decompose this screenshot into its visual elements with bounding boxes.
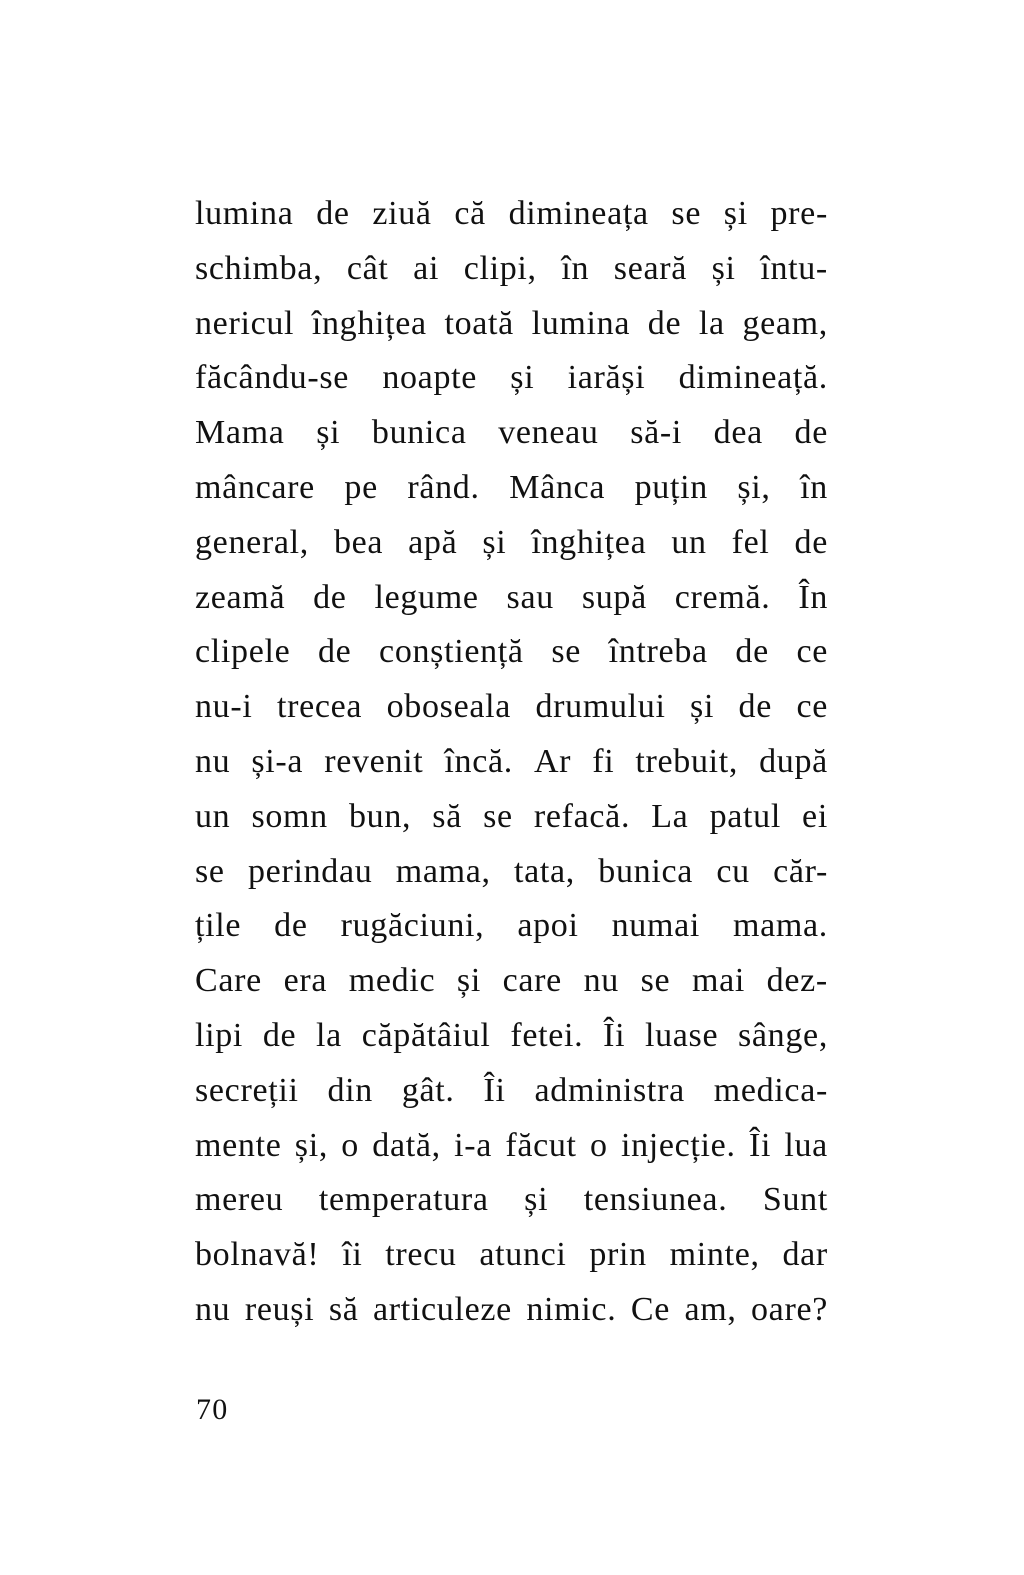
text-line: general, bea apă și înghițea un fel de	[195, 523, 828, 561]
text-line: schimba, cât ai clipi, în seară și întu-	[195, 249, 828, 287]
text-line: Mama și bunica veneau să-i dea de	[195, 414, 828, 452]
text-line: clipele de conștiență se întreba de ce	[195, 633, 828, 671]
text-line: făcându-se noapte și iarăși dimineață.	[195, 359, 828, 397]
text-line: secreții din gât. Îi administra medica-	[195, 1071, 828, 1109]
text-line: mereu temperatura și tensiunea. Sunt	[195, 1181, 828, 1219]
body-text	[195, 187, 828, 1338]
text-line: zeamă de legume sau supă cremă. În	[195, 578, 828, 616]
text-line: bolnavă! îi trecu atunci prin minte, dar	[195, 1236, 828, 1274]
text-line: mente și, o dată, i-a făcut o injecție. Îi lua	[195, 1126, 828, 1164]
text-line: nu-i trecea oboseala drumului și de ce	[195, 688, 828, 726]
text-line: Care era medic și care nu se mai dez-	[195, 962, 828, 1000]
text-line: țile de rugăciuni, apoi numai mama.	[195, 907, 828, 945]
text-line: nu și-a revenit încă. Ar fi trebuit, după	[195, 742, 828, 780]
text-line: un somn bun, să se refacă. La patul ei	[195, 797, 828, 835]
text-line: lumina de ziuă că dimineața se și pre-	[195, 195, 828, 232]
page-number: 70	[196, 1393, 229, 1426]
text-line: se perindau mama, tata, bunica cu căr-	[195, 852, 828, 890]
text-line: lipi de la căpătâiul fetei. Îi luase sânge,	[195, 1016, 828, 1054]
text-line: nu reuși să articuleze nimic. Ce am, oare?	[195, 1290, 828, 1328]
text-line: mâncare pe rând. Mânca puțin și, în	[195, 468, 828, 506]
text-line: nericul înghițea toată lumina de la geam,	[195, 304, 828, 342]
